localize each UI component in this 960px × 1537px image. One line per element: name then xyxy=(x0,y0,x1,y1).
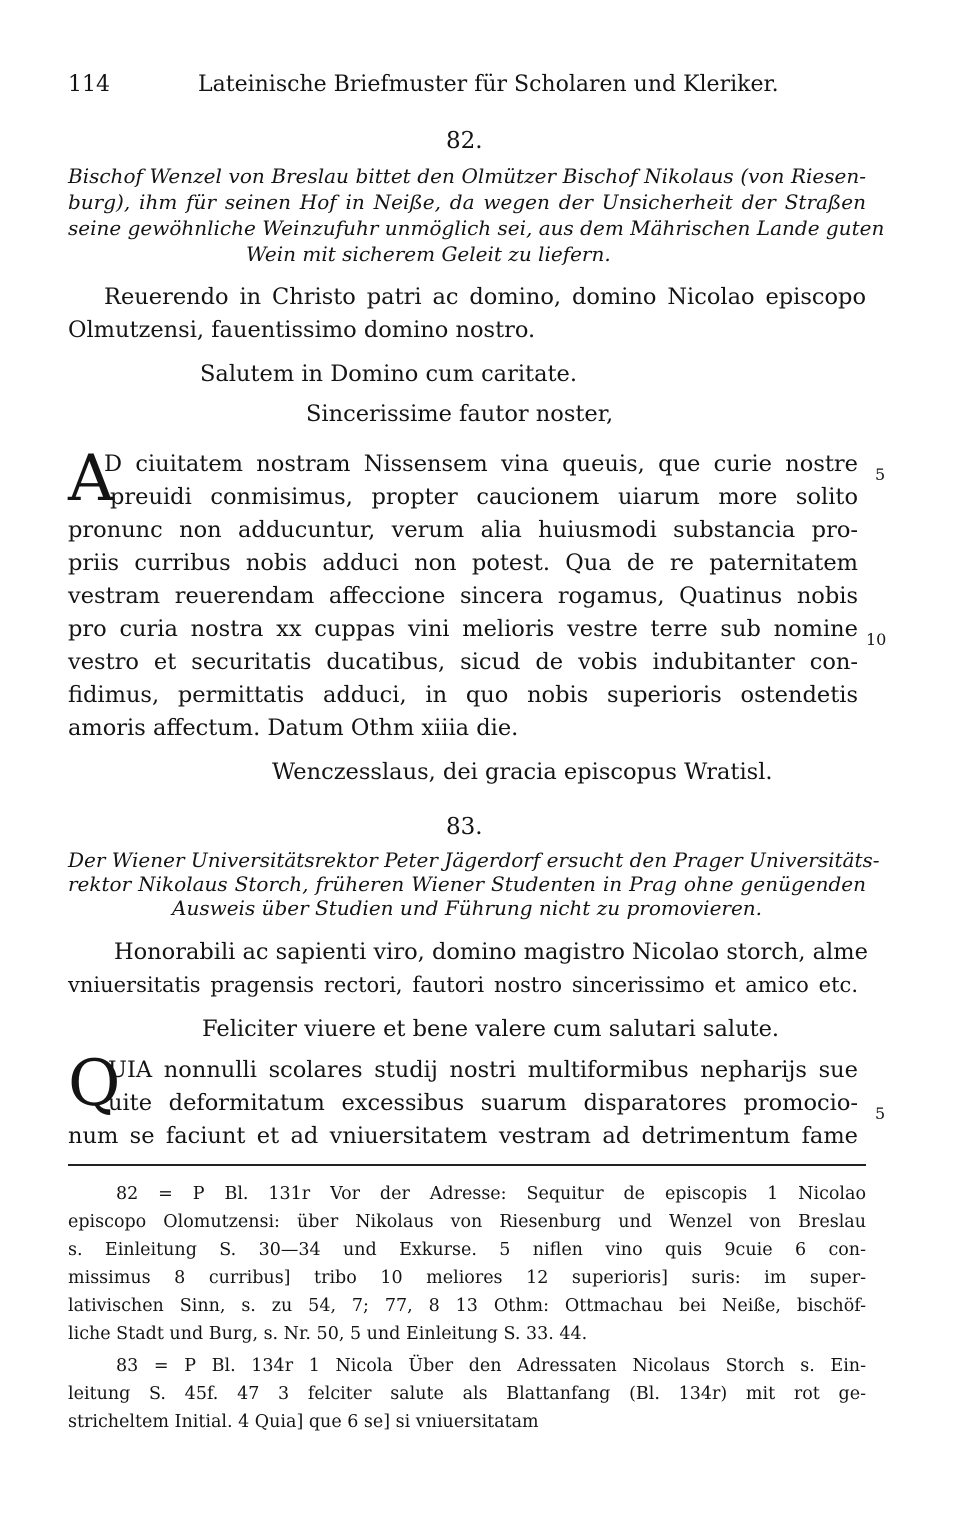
body-line: fidimus, permittatis adduci, in quo nobis superioris ostendetis xyxy=(68,682,858,708)
body-line: priis curribus nobis adduci non potest. Qua de re paternitatem xyxy=(68,550,858,576)
running-title: Lateinische Briefmuster für Scholaren und Kleriker. xyxy=(198,72,779,97)
heading-line: Bischof Wenzel von Breslau bittet den Olmützer Bischof Nikolaus (von Riesen- xyxy=(68,164,866,188)
letter-83-salutation: Feliciter viuere et bene valere cum salutari salute. xyxy=(202,1016,780,1042)
footnote-divider xyxy=(68,1164,866,1166)
footnote-line: episcopo Olomutzensi: über Nikolaus von Riesenburg und Wenzel von Breslau xyxy=(68,1212,866,1232)
body-line: UIA nonnulli scolares studij nostri multiformibus nepharijs sue xyxy=(108,1057,858,1083)
running-header xyxy=(68,66,866,106)
letter-82-signature: Wenczesslaus, dei gracia episcopus Wratisl. xyxy=(272,759,773,785)
letter-82-number: 82. xyxy=(446,128,483,154)
body-line: pronunc non adducuntur, verum alia huiusmodi substancia pro- xyxy=(68,517,858,543)
address-line: Reuerendo in Christo patri ac domino, domino Nicolao episcopo xyxy=(104,284,866,310)
letter-82-salutation: Salutem in Domino cum caritate. xyxy=(200,361,578,387)
address-line: vniuersitatis pragensis rectori, fautori nostro sincerissimo et amico etc. xyxy=(68,973,858,997)
heading-line: seine gewöhnliche Weinzufuhr unmöglich sei, aus dem Mährischen Lande guten xyxy=(68,216,885,240)
body-line: vestram reuerendam affeccione sincera rogamus, Quatinus nobis xyxy=(68,583,858,609)
footnote-line: leitung S. 45f. 47 3 felciter salute als Blattanfang (Bl. 134r) mit rot ge- xyxy=(68,1384,866,1404)
body-line: uite deformitatum excessibus suarum disparatores promocio- xyxy=(108,1090,858,1116)
address-line: Olmutzensi, fauentissimo domino nostro. xyxy=(68,317,536,343)
footnote-line: stricheltem Initial. 4 Quia] que 6 se] si vniuersitatam xyxy=(68,1412,539,1432)
body-line: vestro et securitatis ducatibus, sicud de vobis indubitanter con- xyxy=(68,649,858,675)
footnote-line: missimus 8 curribus] tribo 10 meliores 12 superioris] suris: im super- xyxy=(68,1268,866,1288)
drop-cap-initial: A xyxy=(68,442,115,516)
heading-line: rektor Nikolaus Storch, früheren Wiener Studenten in Prag ohne genügenden xyxy=(68,872,866,896)
line-number: 5 xyxy=(875,465,886,484)
page-number: 114 xyxy=(68,72,110,97)
heading-line: Wein mit sicherem Geleit zu liefern. xyxy=(246,242,611,266)
line-number: 5 xyxy=(875,1104,886,1123)
heading-line: Der Wiener Universitätsrektor Peter Jägerdorf ersucht den Prager Universitäts- xyxy=(68,848,880,872)
body-line: pro curia nostra xx cuppas vini melioris vestre terre sub nomine xyxy=(68,616,858,642)
letter-82-opening: Sincerissime fautor noster, xyxy=(306,401,614,427)
heading-line: Ausweis über Studien und Führung nicht zu promovieren. xyxy=(172,896,763,920)
body-line: preuidi conmisimus, propter caucionem uiarum more solito xyxy=(110,484,858,510)
heading-line: burg), ihm für seinen Hof in Neiße, da wegen der Unsicherheit der Straßen xyxy=(68,190,866,214)
body-line: amoris affectum. Datum Othm xiiia die. xyxy=(68,715,519,741)
footnote-line: s. Einleitung S. 30—34 und Exkurse. 5 niflen vino quis 9cuie 6 con- xyxy=(68,1240,866,1260)
footnote-line: 83 = P Bl. 134r 1 Nicola Über den Adressaten Nicolaus Storch s. Ein- xyxy=(116,1356,866,1376)
body-line: num se faciunt et ad vniuersitatem vestram ad detrimentum fame xyxy=(68,1123,858,1149)
footnote-line: liche Stadt und Burg, s. Nr. 50, 5 und Einleitung S. 33. 44. xyxy=(68,1324,588,1344)
body-line: D ciuitatem nostram Nissensem vina queuis, que curie nostre xyxy=(104,451,858,477)
footnote-line: lativischen Sinn, s. zu 54, 7; 77, 8 13 Othm: Ottmachau bei Neiße, bischöf- xyxy=(68,1296,866,1316)
footnote-line: 82 = P Bl. 131r Vor der Adresse: Sequitur de episcopis 1 Nicolao xyxy=(116,1184,866,1204)
letter-83-number: 83. xyxy=(446,814,483,840)
line-number: 10 xyxy=(866,630,887,649)
address-line: Honorabili ac sapienti viro, domino magistro Nicolao storch, alme xyxy=(114,939,868,965)
drop-cap-initial: Q xyxy=(68,1047,121,1121)
